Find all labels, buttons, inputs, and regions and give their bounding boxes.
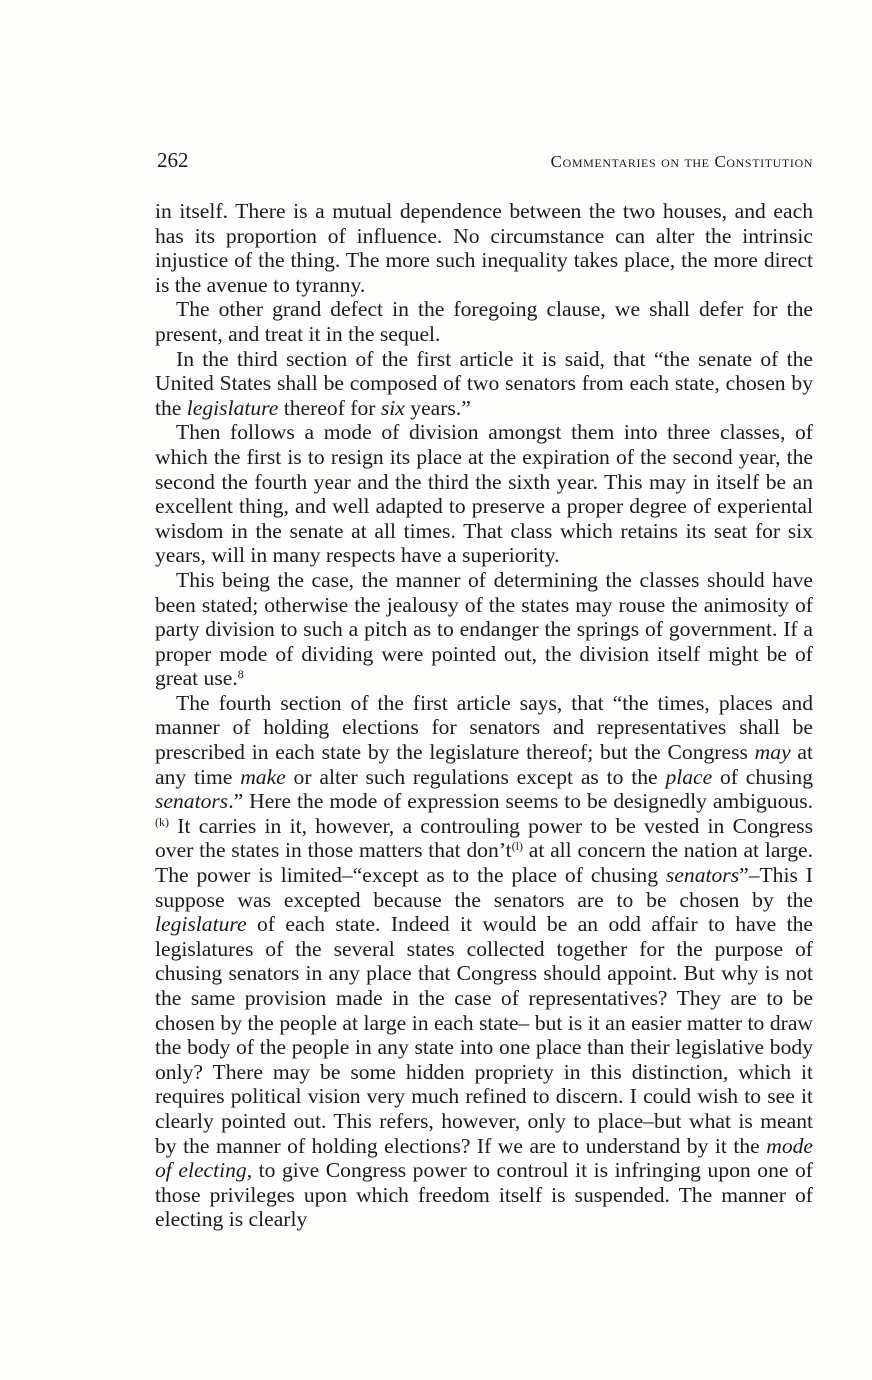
text-run: or alter such regulations except as to the (285, 764, 666, 789)
italic-text: senators (665, 863, 740, 888)
italic-text: legislature (155, 912, 247, 937)
paragraph (155, 199, 813, 297)
text-run: , to give Congress power to controul it is infringing upon one of those privileges upon which freedom itself is suspended. The manner of electing is clearly (155, 1158, 813, 1232)
text-run: in itself. There is a mutual dependence between the two houses, and each has its proportion of influence. No circumstance can alter the intrinsic injustice of the thing. The more such inequality takes place, the more direct is the avenue to tyranny. (155, 199, 813, 297)
italic-text: may (754, 740, 791, 765)
text-run: at any time (155, 740, 814, 789)
footnote-marker: 8 (237, 667, 244, 682)
text-run: The other grand defect in the foregoing clause, we shall defer for the present, and treat it in the sequel. (155, 297, 813, 346)
text-run: It carries in it, however, a controuling power to be vested in Congress over the states in those matters that don’t (155, 813, 813, 863)
page-number: 262 (157, 148, 189, 172)
text-run: thereof for (278, 395, 381, 420)
italic-text: make (240, 764, 286, 789)
running-title: Commentaries on the Constitution (550, 152, 813, 171)
paragraph (155, 347, 813, 421)
footnote-marker: (l) (511, 839, 523, 854)
paragraph (155, 420, 813, 568)
text-run: .” Here the mode of expression seems to be designedly ambiguous. (228, 789, 813, 814)
italic-text: senators (155, 789, 229, 814)
text-run: In the third section of the first article it is said, that “the senate of the United States shall be composed of two senators from each state, chosen by the (155, 346, 813, 420)
running-head (157, 145, 813, 175)
text-run: of chusing (712, 764, 813, 789)
text-run: of each state. Indeed it would be an odd affair to have the legislatures of the several states collected together for the purpose of chusing senators in any place that Congress should appoint. But why is not the same provision made in the case of representatives? They are to be chosen by the people at large in each state– but is it an easier matter to draw the body of the people in any state into one place than their legislative body only? There may be some hidden propriety in this distinction, which it requires political vision very much refined to discern. I could wish to see it clearly pointed out. This refers, however, only to place–but what is meant by the manner of holding elections? If we are to understand by it the (155, 912, 813, 1158)
body-text (155, 199, 813, 1232)
italic-text: six (380, 395, 405, 420)
italic-text: place (665, 764, 713, 789)
paragraph (155, 297, 813, 346)
paragraph (155, 691, 813, 1232)
text-run: This being the case, the manner of determining the classes should have been stated; otherwise the jealousy of the states may rouse the animosity of party division to such a pitch as to endanger the springs of government. If a proper mode of dividing were pointed out, the division itself might be of great use. (155, 567, 813, 691)
text-run: Then follows a mode of division amongst them into three classes, of which the first is to resign its place at the expiration of the second year, the second the fourth year and the third the sixth year. This may in itself be an excellent thing, and well adapted to preserve a proper degree of experiental wisdom in the senate at all times. That class which retains its seat for six years, will in many respects have a superiority. (155, 420, 813, 568)
text-run: ”–This I suppose was excepted because the senators are to be chosen by the (155, 863, 813, 912)
text-run: years.” (404, 395, 471, 420)
italic-text: mode of electing (155, 1133, 813, 1183)
text-run: at all concern the nation at large. The power is limited–“except as to the place of chusing (155, 838, 813, 888)
footnote-marker: (k) (155, 814, 169, 829)
text-run: The fourth section of the first article says, that “the times, places and manner of holding elections for senators and representatives shall be prescribed in each state by the legislature thereof; but the Congress (155, 690, 813, 765)
italic-text: legislature (186, 395, 279, 420)
paragraph (155, 568, 813, 691)
